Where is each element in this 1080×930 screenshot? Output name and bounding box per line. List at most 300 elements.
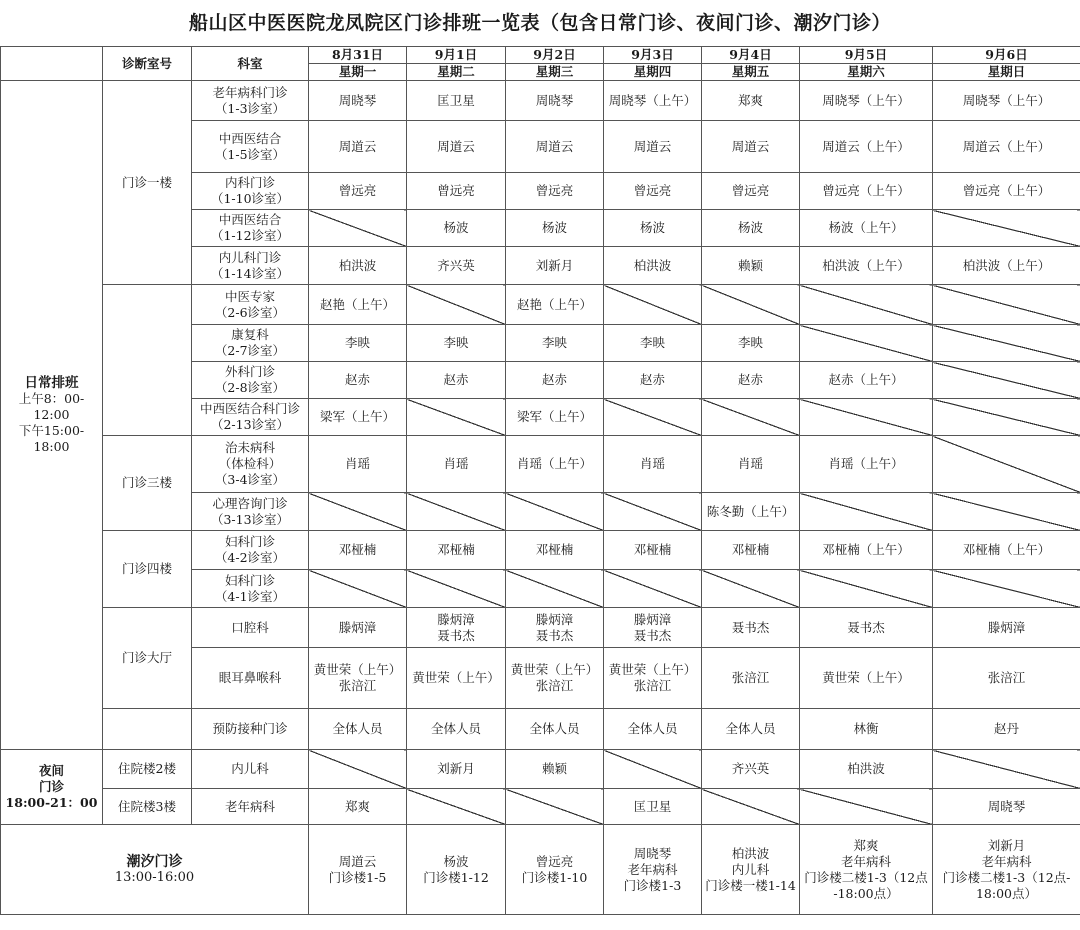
schedule-cell xyxy=(407,648,506,709)
schedule-cell xyxy=(506,570,604,608)
schedule-cell xyxy=(702,210,800,247)
schedule-cell xyxy=(800,531,933,570)
doctor-name: 黄世荣（上午） xyxy=(412,670,500,685)
schedule-cell xyxy=(309,709,407,750)
schedule-cell xyxy=(506,493,604,531)
room-header: 诊断室号 xyxy=(103,47,192,81)
schedule-cell xyxy=(800,570,933,608)
schedule-cell xyxy=(309,81,407,121)
schedule-cell xyxy=(506,436,604,493)
doctor-name: 周道云（上午） xyxy=(822,138,910,154)
doctor-name: 周晓琴 xyxy=(535,92,574,108)
dept-cell xyxy=(192,493,309,531)
group-floor3: 门诊三楼 xyxy=(103,436,192,531)
schedule-cell xyxy=(800,325,933,362)
schedule-cell xyxy=(702,81,800,121)
schedule-cell xyxy=(506,750,604,789)
schedule-table xyxy=(0,46,1080,915)
tidal-cell xyxy=(407,825,506,915)
schedule-cell xyxy=(506,81,604,121)
dept-line: （1-12诊室） xyxy=(210,228,290,243)
schedule-cell xyxy=(407,436,506,493)
group-empty xyxy=(103,709,192,750)
dept-cell xyxy=(192,247,309,285)
schedule-cell xyxy=(800,789,933,825)
schedule-cell xyxy=(800,247,933,285)
schedule-cell xyxy=(933,648,1080,709)
schedule-cell xyxy=(604,531,702,570)
schedule-cell xyxy=(933,570,1080,608)
doctor-name: 滕炳漳 xyxy=(338,619,377,635)
tidal-line: -18:00点） xyxy=(833,885,899,901)
dept-line: （2-7诊室） xyxy=(214,343,286,358)
schedule-cell xyxy=(800,399,933,436)
schedule-cell xyxy=(604,648,702,709)
schedule-cell xyxy=(309,570,407,608)
group-ward3: 住院楼3楼 xyxy=(103,789,192,825)
doctor-name: 聂书杰 xyxy=(847,619,885,635)
schedule-cell xyxy=(800,436,933,493)
doctor-name: 郑爽 xyxy=(344,798,370,814)
schedule-cell xyxy=(407,247,506,285)
doctor-name: 邓桠楠（上午） xyxy=(962,542,1051,557)
schedule-cell xyxy=(407,325,506,362)
corner-cell xyxy=(1,47,103,81)
schedule-cell xyxy=(309,493,407,531)
schedule-cell xyxy=(702,531,800,570)
schedule-cell xyxy=(604,570,702,608)
tidal-cell xyxy=(309,825,407,915)
section-tidal xyxy=(1,825,309,915)
dept-line: 心理咨询门诊 xyxy=(212,495,288,511)
schedule-cell xyxy=(800,285,933,325)
schedule-cell xyxy=(604,325,702,362)
table-row xyxy=(1,436,1080,493)
schedule-cell xyxy=(506,531,604,570)
schedule-cell xyxy=(933,750,1080,789)
schedule-cell xyxy=(604,81,702,121)
schedule-cell xyxy=(800,210,933,247)
schedule-cell xyxy=(407,173,506,210)
doctor-name: 刘新月 xyxy=(535,257,574,273)
date-header: 8月31日 xyxy=(309,47,407,64)
schedule-cell xyxy=(309,325,407,362)
schedule-cell xyxy=(604,608,702,648)
tidal-line: 曾远亮 xyxy=(535,853,574,869)
doctor-name: 全体人员 xyxy=(529,721,580,736)
dept-line: 妇科门诊 xyxy=(224,534,275,549)
date-header: 9月6日 xyxy=(933,47,1080,64)
section-time-pm: 下午15:00-18:00 xyxy=(18,423,85,454)
date-header: 9月5日 xyxy=(800,47,933,64)
doctor-name: 梁军（上午） xyxy=(319,409,395,424)
schedule-cell xyxy=(309,285,407,325)
schedule-cell xyxy=(933,121,1080,173)
doctor-name: 张涪江 xyxy=(338,678,377,693)
schedule-cell xyxy=(933,210,1080,247)
schedule-cell xyxy=(407,210,506,247)
doctor-name: 张涪江 xyxy=(535,678,574,693)
schedule-cell xyxy=(933,608,1080,648)
schedule-cell xyxy=(506,173,604,210)
schedule-cell xyxy=(506,210,604,247)
doctor-name: 柏洪波（上午） xyxy=(962,257,1051,273)
doctor-name: 赵赤 xyxy=(639,372,665,387)
doctor-name: 李映 xyxy=(443,335,469,350)
weekday-header: 星期三 xyxy=(506,64,604,81)
doctor-name: 肖瑶 xyxy=(737,456,763,471)
table-row xyxy=(1,789,1080,825)
doctor-name: 周道云 xyxy=(338,138,377,154)
section-name: 门诊 xyxy=(38,779,64,794)
doctor-name: 赵赤 xyxy=(737,372,763,387)
doctor-name: 刘新月 xyxy=(437,761,475,776)
doctor-name: 周晓琴 xyxy=(338,92,377,108)
tidal-line: 内儿科 xyxy=(731,861,770,877)
dept-line: （2-8诊室） xyxy=(214,380,286,395)
schedule-cell xyxy=(604,173,702,210)
doctor-name: 梁军（上午） xyxy=(516,409,592,424)
doctor-name: 匡卫星 xyxy=(633,798,672,814)
schedule-cell xyxy=(800,750,933,789)
group-ward2: 住院楼2楼 xyxy=(103,750,192,789)
doctor-name: 曾远亮 xyxy=(633,183,672,198)
dept-line: 外科门诊 xyxy=(224,364,275,379)
doctor-name: 李映 xyxy=(639,335,665,350)
schedule-cell xyxy=(506,362,604,399)
schedule-cell xyxy=(309,436,407,493)
doctor-name: 张涪江 xyxy=(987,670,1026,685)
dept-line: 中西医结合科门诊 xyxy=(199,401,300,416)
schedule-cell xyxy=(800,121,933,173)
tidal-line: 老年病科 xyxy=(981,853,1032,869)
doctor-name: 李映 xyxy=(344,335,370,350)
doctor-name: 李映 xyxy=(737,335,763,350)
doctor-name: 全体人员 xyxy=(430,721,481,736)
doctor-name: 肖瑶 xyxy=(344,456,370,471)
tidal-line: 门诊楼一楼1-14 xyxy=(705,877,796,893)
schedule-cell xyxy=(702,648,800,709)
tidal-line: 18:00点） xyxy=(975,885,1038,901)
schedule-cell xyxy=(800,81,933,121)
dept-line: （1-10诊室） xyxy=(210,191,290,206)
schedule-cell xyxy=(506,285,604,325)
weekday-header: 星期二 xyxy=(407,64,506,81)
dept-line: 口腔科 xyxy=(231,619,269,635)
doctor-name: 全体人员 xyxy=(627,721,678,736)
doctor-name: 聂书杰 xyxy=(731,619,770,635)
section-night xyxy=(1,750,103,825)
dept-line: 眼耳鼻喉科 xyxy=(218,670,282,685)
table-row xyxy=(1,709,1080,750)
doctor-name: 赵赤 xyxy=(344,372,370,387)
schedule-cell xyxy=(702,789,800,825)
tidal-cell xyxy=(933,825,1080,915)
weekday-header: 星期四 xyxy=(604,64,702,81)
schedule-cell xyxy=(309,399,407,436)
schedule-cell xyxy=(309,531,407,570)
table-row xyxy=(1,285,1080,325)
tidal-cell xyxy=(506,825,604,915)
doctor-name: 周晓琴 xyxy=(987,798,1026,814)
schedule-cell xyxy=(702,121,800,173)
doctor-name: 赵丹 xyxy=(993,721,1019,736)
schedule-cell xyxy=(933,709,1080,750)
doctor-name: 赵赤 xyxy=(541,372,567,387)
dept-cell xyxy=(192,362,309,399)
doctor-name: 周道云 xyxy=(437,138,475,154)
tidal-line: 门诊楼二楼1-3（12点 xyxy=(804,869,928,885)
doctor-name: 邓桠楠 xyxy=(731,542,770,557)
schedule-cell xyxy=(702,325,800,362)
dept-line: 内科门诊 xyxy=(224,175,275,190)
doctor-name: 滕炳漳 xyxy=(987,619,1026,635)
dept-line: （3-4诊室） xyxy=(214,472,286,487)
schedule-cell xyxy=(309,648,407,709)
doctor-name: 黄世荣（上午） xyxy=(608,662,697,677)
doctor-name: 赖颖 xyxy=(541,761,567,776)
schedule-cell xyxy=(407,399,506,436)
doctor-name: 赵赤 xyxy=(443,372,469,387)
schedule-cell xyxy=(604,285,702,325)
schedule-cell xyxy=(933,247,1080,285)
tidal-line: 老年病科 xyxy=(840,853,891,869)
section-name: 夜间 xyxy=(38,763,64,778)
dept-line: 预防接种门诊 xyxy=(212,721,288,736)
dept-line: 老年病科门诊 xyxy=(212,84,288,100)
doctor-name: 邓桠楠（上午） xyxy=(822,542,910,557)
table-row xyxy=(1,531,1080,570)
tidal-cell xyxy=(800,825,933,915)
doctor-name: 肖瑶（上午） xyxy=(516,456,592,471)
date-header: 9月1日 xyxy=(407,47,506,64)
schedule-cell xyxy=(800,709,933,750)
schedule-cell xyxy=(702,608,800,648)
doctor-name: 曾远亮 xyxy=(731,183,770,198)
schedule-cell xyxy=(407,531,506,570)
schedule-cell xyxy=(702,709,800,750)
schedule-cell xyxy=(407,493,506,531)
schedule-cell xyxy=(506,399,604,436)
doctor-name: 邓桠楠 xyxy=(338,542,377,557)
schedule-cell xyxy=(506,121,604,173)
doctor-name: 柏洪波 xyxy=(847,761,885,776)
section-time-am: 上午8：00-12:00 xyxy=(18,391,85,422)
doctor-name: 杨波 xyxy=(443,220,469,235)
doctor-name: 陈冬勤（上午） xyxy=(706,503,795,519)
schedule-cell xyxy=(604,399,702,436)
schedule-cell xyxy=(407,750,506,789)
dept-cell xyxy=(192,531,309,570)
dept-cell xyxy=(192,285,309,325)
dept-line: 治未病科 xyxy=(224,440,275,455)
schedule-cell xyxy=(604,436,702,493)
doctor-name: 齐兴英 xyxy=(437,257,475,273)
schedule-cell xyxy=(604,121,702,173)
doctor-name: 柏洪波 xyxy=(338,257,377,273)
dept-line: （2-6诊室） xyxy=(214,304,286,320)
schedule-cell xyxy=(407,121,506,173)
schedule-cell xyxy=(933,789,1080,825)
table-row xyxy=(1,81,1080,121)
tidal-line: 老年病科 xyxy=(627,861,678,877)
schedule-cell xyxy=(933,362,1080,399)
dept-cell xyxy=(192,173,309,210)
schedule-cell xyxy=(604,493,702,531)
schedule-cell xyxy=(933,436,1080,493)
doctor-name: 林衡 xyxy=(853,721,879,736)
schedule-cell xyxy=(702,436,800,493)
schedule-cell xyxy=(604,750,702,789)
doctor-name: 滕炳漳 xyxy=(437,611,475,627)
schedule-cell xyxy=(604,210,702,247)
schedule-cell xyxy=(933,173,1080,210)
dept-line: 中医专家 xyxy=(224,288,275,304)
schedule-cell xyxy=(604,362,702,399)
schedule-cell xyxy=(506,789,604,825)
doctor-name: 杨波 xyxy=(737,220,763,235)
schedule-cell xyxy=(933,531,1080,570)
doctor-name: 赵赤（上午） xyxy=(828,372,904,387)
table-row xyxy=(1,825,1080,915)
doctor-name: 周晓琴（上午） xyxy=(608,92,697,108)
schedule-cell xyxy=(800,608,933,648)
schedule-cell xyxy=(309,750,407,789)
doctor-name: 曾远亮（上午） xyxy=(962,183,1051,198)
group-floor1: 门诊一楼 xyxy=(103,81,192,285)
schedule-cell xyxy=(702,285,800,325)
doctor-name: 聂书杰 xyxy=(535,627,574,643)
schedule-cell xyxy=(309,789,407,825)
dept-line: 老年病科 xyxy=(224,798,275,814)
schedule-cell xyxy=(506,325,604,362)
date-header: 9月3日 xyxy=(604,47,702,64)
dept-line: 中西医结合 xyxy=(218,130,282,146)
schedule-cell xyxy=(800,648,933,709)
dept-cell xyxy=(192,789,309,825)
dept-line: （4-1诊室） xyxy=(214,588,286,604)
schedule-cell xyxy=(702,493,800,531)
doctor-name: 周晓琴（上午） xyxy=(962,92,1051,108)
section-name: 日常排班 xyxy=(24,375,79,391)
group-floor4: 门诊四楼 xyxy=(103,531,192,608)
page-title: 船山区中医医院龙凤院区门诊排班一览表（包含日常门诊、夜间门诊、潮汐门诊） xyxy=(188,12,891,34)
dept-line: （1-5诊室） xyxy=(214,146,286,162)
schedule-cell xyxy=(506,608,604,648)
doctor-name: 匡卫星 xyxy=(437,92,475,108)
section-name: 潮汐门诊 xyxy=(126,853,183,870)
doctor-name: 邓桠楠 xyxy=(535,542,574,557)
schedule-cell xyxy=(800,493,933,531)
dept-line: 康复科 xyxy=(231,327,269,342)
doctor-name: 曾远亮 xyxy=(338,183,377,198)
dept-cell xyxy=(192,121,309,173)
tidal-line: 门诊楼1-3 xyxy=(623,877,682,893)
group-empty xyxy=(103,285,192,436)
section-daily xyxy=(1,81,103,750)
schedule-cell xyxy=(506,247,604,285)
tidal-line: 门诊楼二楼1-3（12点- xyxy=(942,869,1071,885)
doctor-name: 杨波（上午） xyxy=(828,220,904,235)
schedule-cell xyxy=(309,173,407,210)
schedule-cell xyxy=(702,247,800,285)
schedule-cell xyxy=(506,648,604,709)
doctor-name: 杨波 xyxy=(541,220,567,235)
tidal-line: 门诊楼1-10 xyxy=(521,869,588,885)
schedule-cell xyxy=(309,247,407,285)
doctor-name: 柏洪波（上午） xyxy=(822,257,910,273)
doctor-name: 肖瑶 xyxy=(639,456,665,471)
dept-line: （1-14诊室） xyxy=(210,265,290,281)
schedule-cell xyxy=(933,399,1080,436)
doctor-name: 全体人员 xyxy=(725,721,776,736)
dept-line: 中西医结合 xyxy=(218,212,282,227)
schedule-cell xyxy=(702,399,800,436)
tidal-line: 门诊楼1-5 xyxy=(328,869,387,885)
tidal-line: 柏洪波 xyxy=(731,845,770,861)
schedule-cell xyxy=(309,362,407,399)
schedule-cell xyxy=(702,750,800,789)
section-time: 18:00-21：00 xyxy=(5,795,98,810)
dept-header: 科室 xyxy=(192,47,309,81)
schedule-cell xyxy=(933,285,1080,325)
dept-line: （1-3诊室） xyxy=(214,100,286,116)
doctor-name: 赵艳（上午） xyxy=(319,296,395,312)
weekday-header: 星期六 xyxy=(800,64,933,81)
tidal-cell xyxy=(702,825,800,915)
table-row xyxy=(1,750,1080,789)
doctor-name: 周道云 xyxy=(535,138,574,154)
doctor-name: 张涪江 xyxy=(633,678,672,693)
doctor-name: 周道云 xyxy=(633,138,672,154)
dept-cell xyxy=(192,570,309,608)
dept-cell xyxy=(192,709,309,750)
tidal-line: 门诊楼1-12 xyxy=(423,869,489,885)
doctor-name: 郑爽 xyxy=(737,92,763,108)
weekday-header: 星期五 xyxy=(702,64,800,81)
doctor-name: 邓桠楠 xyxy=(437,542,475,557)
schedule-cell xyxy=(309,210,407,247)
dept-cell xyxy=(192,210,309,247)
schedule-cell xyxy=(702,570,800,608)
tidal-line: 周道云 xyxy=(338,853,377,869)
doctor-name: 滕炳漳 xyxy=(535,611,574,627)
doctor-name: 全体人员 xyxy=(332,721,383,736)
doctor-name: 赖颖 xyxy=(737,257,763,273)
schedule-cell xyxy=(933,325,1080,362)
schedule-cell xyxy=(604,247,702,285)
doctor-name: 滕炳漳 xyxy=(633,611,672,627)
schedule-cell xyxy=(933,493,1080,531)
doctor-name: 肖瑶（上午） xyxy=(828,456,904,471)
doctor-name: 黄世荣（上午） xyxy=(313,662,402,677)
doctor-name: 柏洪波 xyxy=(633,257,672,273)
doctor-name: 肖瑶 xyxy=(443,456,469,471)
doctor-name: 聂书杰 xyxy=(437,627,475,643)
dept-line: （4-2诊室） xyxy=(214,550,286,565)
date-header: 9月2日 xyxy=(506,47,604,64)
dept-line: 内儿科门诊 xyxy=(218,249,282,265)
table-row xyxy=(1,47,1080,64)
dept-cell xyxy=(192,436,309,493)
tidal-line: 杨波 xyxy=(443,853,469,869)
schedule-cell xyxy=(309,608,407,648)
dept-line: 妇科门诊 xyxy=(224,572,275,588)
group-hall: 门诊大厅 xyxy=(103,608,192,709)
doctor-name: 黄世荣（上午） xyxy=(822,670,910,685)
schedule-cell xyxy=(702,173,800,210)
schedule-cell xyxy=(604,709,702,750)
